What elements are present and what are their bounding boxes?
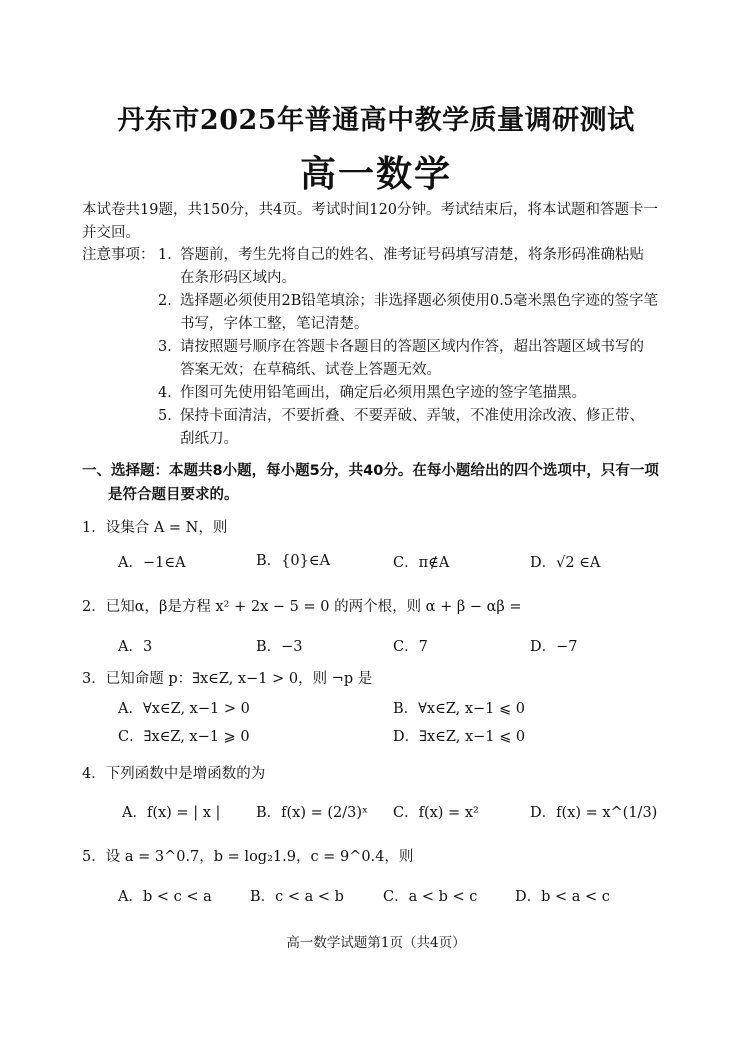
notice-item-3 [158,336,660,382]
notice-text: 请按照题号顺序在答题卡各题目的答题区域内作答，超出答题区域书写的答案无效；在草稿纸、试卷上答题无效。 [180,339,644,378]
question-2-option-d: D．−7 [530,639,578,655]
question-4-stem: 4．下列函数中是增函数的为 [82,766,266,782]
question-5-option-a: A．b < c < a [118,889,212,905]
notice-number: 2． [158,293,182,309]
question-3-option-b: B．∀x∈Z, x−1 ⩽ 0 [393,701,526,717]
question-5-option-d: D．b < a < c [515,889,610,905]
notice-text: 选择题必须使用2B铅笔填涂；非选择题必须使用0.5毫米黑色字迹的签字笔书写，字体工整，笔记清楚。 [180,293,658,332]
notice-text: 答题前，考生先将自己的姓名、准考证号码填写清楚，将条形码准确粘贴在条形码区域内。 [180,247,644,286]
notice-item-4 [158,382,660,405]
exam-intro: 本试卷共19题，共150分，共4页。考试时间120分钟。考试结束后，将本试题和答题卡一并交回。 [82,202,659,241]
question-4-option-d: D．f(x) = x^(1/3) [530,805,658,821]
question-4-option-c: C．f(x) = x² [393,805,479,821]
question-1-option-c: C．π∉A [393,555,450,571]
notice-text: 保持卡面清洁，不要折叠、不要弄破、弄皱，不准使用涂改液、修正带、刮纸刀。 [180,408,644,447]
notice-number: 1． [158,247,182,263]
question-5-option-b: B．c < a < b [250,889,344,905]
question-4-option-b: B．f(x) = (2/3)ˣ [256,805,369,821]
question-3-stem: 3．已知命题 p：∃x∈Z, x−1 > 0，则 ¬p 是 [82,671,373,687]
notice-item-5 [158,405,660,451]
section-heading [82,459,672,507]
question-3-option-d: D．∃x∈Z, x−1 ⩽ 0 [393,729,526,745]
question-2-stem: 2．已知α，β是方程 x² + 2x − 5 = 0 的两个根，则 α + β − αβ = [82,599,522,615]
notice-number: 5． [158,408,182,424]
notice-text: 作图可先使用铅笔画出，确定后必须用黑色字迹的签字笔描黑。 [180,385,586,401]
notice-number: 3． [158,339,182,355]
question-1-option-b: B．{0}∈A [256,553,331,569]
question-4-option-a: A．f(x) = | x | [122,805,221,821]
question-1-option-a: A．−1∈A [118,555,186,571]
question-2-option-a: A．3 [118,639,153,655]
question-5-option-c: C．a < b < c [383,889,478,905]
notice-item-2 [158,290,660,336]
notice-item-1 [158,244,660,290]
question-5-stem: 5．设 a = 3^0.7，b = log₂1.9，c = 9^0.4，则 [82,849,414,865]
question-1-option-d: D．√2 ∈A [530,555,601,571]
question-2-option-c: C．7 [393,639,428,655]
question-3-option-a: A．∀x∈Z, x−1 > 0 [118,701,250,717]
section-heading-text: 一、选择题：本题共8小题，每小题5分，共40分。在每小题给出的四个选项中，只有一项是符合题目要求的。 [82,463,659,503]
exam-subject: 高一数学 [299,153,452,195]
exam-title: 丹东市2025年普通高中教学质量调研测试 [117,105,635,136]
question-2-option-b: B．−3 [256,639,303,655]
notice-label: 注意事项： [82,247,155,263]
question-3-option-c: C．∃x∈Z, x−1 ⩾ 0 [118,729,250,745]
question-1-stem: 1．设集合 A = N，则 [82,520,228,536]
notice-number: 4． [158,385,182,401]
page-footer: 高一数学试题第1页（共4页） [286,935,466,951]
